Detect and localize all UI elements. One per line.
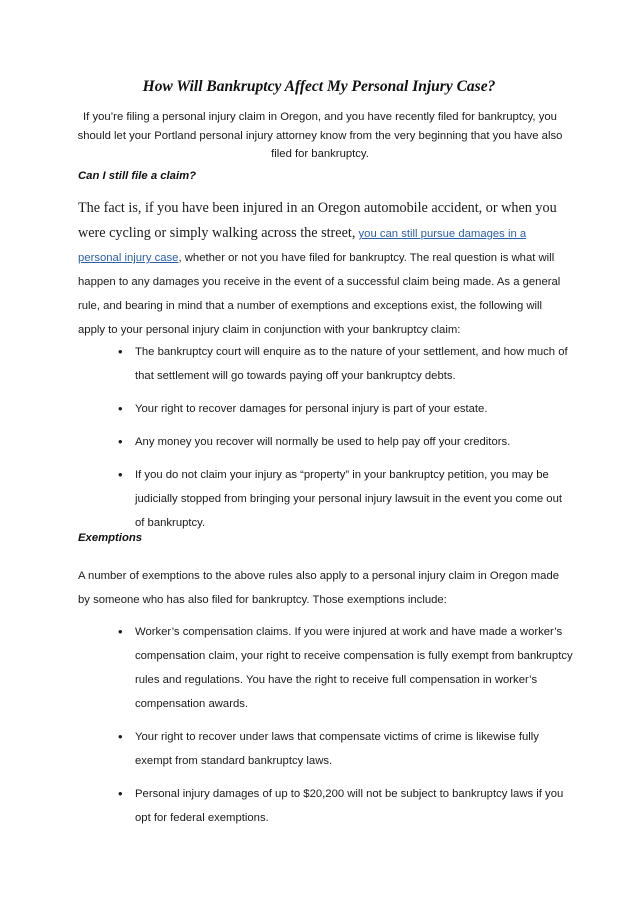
section2-paragraph: A number of exemptions to the above rules also apply to a personal injury claim in Oregon made by someone who has also filed for bankruptcy. Those exemptions include:: [78, 570, 560, 606]
list-item: • Worker’s compensation claims. If you were injured at work and have made a worker’s compensation claim, your right to receive compensation is fully exempt from bankruptcy rules and regulations. You have the right to receive full compensation in worker’s compensation awards.: [118, 620, 573, 716]
section-heading-can-i-file: Can I still file a claim?: [78, 170, 197, 182]
list-item: • If you do not claim your injury as “property” in your bankruptcy petition, you may be judicially stopped from bringing your personal injury lawsuit in the event you come out of bankruptcy.: [118, 463, 573, 535]
section1-paragraph: [78, 196, 568, 342]
list-item: • Personal injury damages of up to $20,200 will not be subject to bankruptcy laws if you opt for federal exemptions.: [118, 782, 573, 830]
list-item: • The bankruptcy court will enquire as to the nature of your settlement, and how much of that settlement will go towards paying off your bankruptcy debts.: [118, 340, 573, 388]
section-heading-exemptions: Exemptions: [78, 532, 143, 544]
page-title: How Will Bankruptcy Affect My Personal Injury Case?: [142, 78, 496, 95]
list-item: • Any money you recover will normally be used to help pay off your creditors.: [118, 430, 573, 454]
section1-body-text: , whether or not you have filed for bankruptcy. The real question is what will happen to any damages you receive in the event of a successful claim being made. As a general rule, and bearing in mind that a number of exemptions and exceptions exist, the following will apply to your personal injury claim in conjunction with your bankruptcy claim:: [78, 252, 561, 336]
list-item: • Your right to recover damages for personal injury is part of your estate.: [118, 397, 573, 421]
intro-paragraph: If you’re filing a personal injury claim in Oregon, and you have recently filed for bankruptcy, you should let your Portland personal injury attorney know from the very beginning that you have also filed for bankruptcy.: [77, 111, 563, 160]
section1-bullet-list: [118, 340, 573, 535]
personal-injury-case-link[interactable]: you can still pursue damages in a personal injury case: [78, 228, 527, 264]
section1-lead-text: The fact is, if you have been injured in an Oregon automobile accident, or when you were cycling or simply walking across the street,: [78, 200, 557, 241]
list-item: • Your right to recover under laws that compensate victims of crime is likewise fully exempt from standard bankruptcy laws.: [118, 725, 573, 773]
section2-bullet-list: [118, 620, 573, 830]
